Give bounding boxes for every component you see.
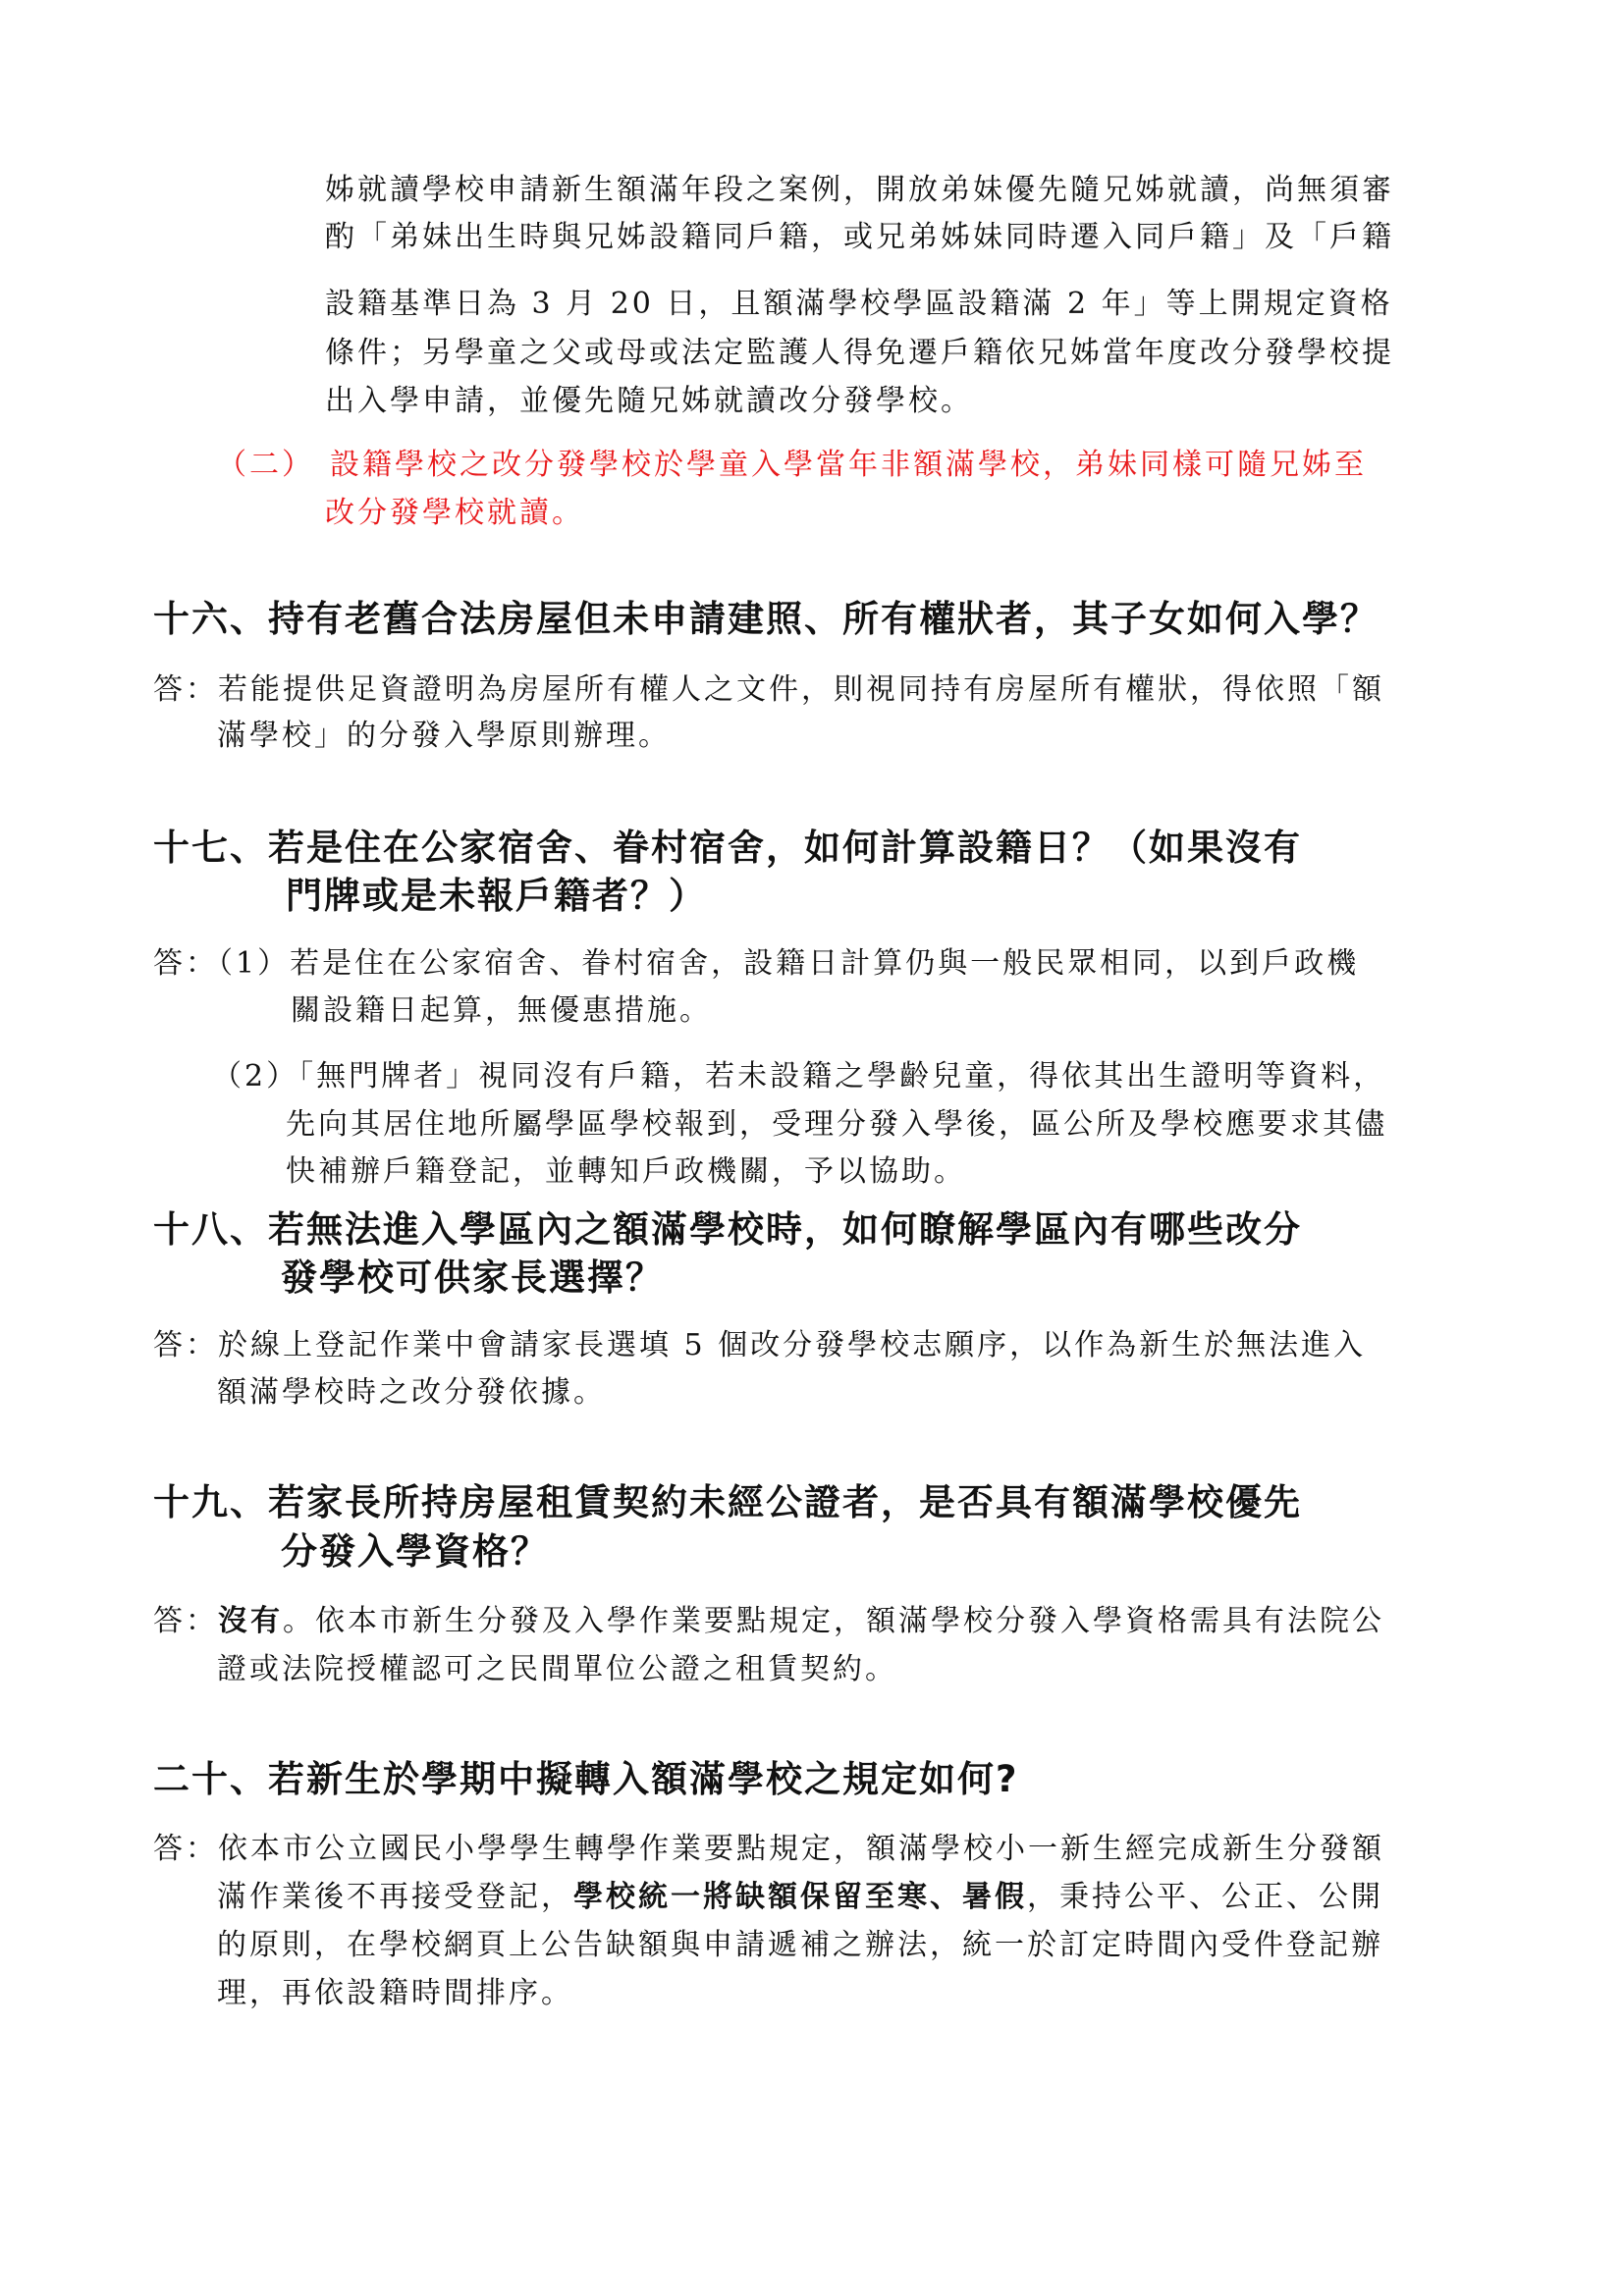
- answer-text: 。依本市新生分發及入學作業要點規定，額滿學校分發入學資格需具有法院公: [283, 1604, 1384, 1638]
- answer-line: 額滿學校時之改分發依據。: [217, 1375, 606, 1410]
- answer-line: 滿學校」的分發入學原則辦理。: [217, 719, 671, 753]
- answer-line: [217, 1872, 1383, 1915]
- intro-line: 酌「弟妹出生時與兄姊設籍同戶籍，或兄弟姊妹同時遷入同戶籍」及「戶籍: [325, 220, 1394, 254]
- answer-line: 理，再依設籍時間排序。: [217, 1976, 573, 2010]
- question-20-heading: 二十、若新生於學期中擬轉入額滿學校之規定如何?: [153, 1758, 1019, 1800]
- answer-line: （2）「無門牌者」視同沒有戶籍，若未設籍之學齡兒童，得依其出生證明等資料，: [212, 1059, 1386, 1094]
- answer-line: 的原則，在學校網頁上公告缺額與申請遞補之辦法，統一於訂定時間內受件登記辦: [217, 1928, 1383, 1962]
- answer-prefix: 答：: [153, 1604, 218, 1638]
- answer-line: 先向其居住地所屬學區學校報到，受理分發入學後，區公所及學校應要求其儘: [286, 1107, 1387, 1142]
- question-17-heading: 十七、若是住在公家宿舍、眷村宿舍，如何計算設籍日？（如果沒有: [153, 827, 1302, 869]
- intro-line: 設籍基準日為 3 月 20 日，且額滿學校學區設籍滿 2 年」等上開規定資格: [325, 287, 1393, 321]
- answer-line: 關設籍日起算，無優惠措施。: [291, 993, 712, 1028]
- answer-line: 答：若能提供足資證明為房屋所有權人之文件，則視同持有房屋所有權狀，得依照「額: [153, 672, 1384, 707]
- answer-line: 答：（1）若是住在公家宿舍、眷村宿舍，設籍日計算仍與一般民眾相同，以到戶政機: [153, 946, 1360, 981]
- item-2-marker: （二）: [217, 448, 314, 482]
- answer-line: 答：依本市公立國民小學學生轉學作業要點規定，額滿學校小一新生經完成新生分發額: [153, 1832, 1384, 1866]
- item-2-line: 設籍學校之改分發學校於學童入學當年非額滿學校，弟妹同樣可隨兄姊至: [330, 448, 1367, 482]
- intro-line: 出入學申請，並優先隨兄姊就讀改分發學校。: [325, 384, 973, 418]
- answer-line: 證或法院授權認可之民間單位公證之租賃契約。: [217, 1652, 897, 1686]
- intro-line: 條件；另學童之父或母或法定監護人得免遷戶籍依兄姊當年度改分發學校提: [325, 336, 1394, 370]
- answer-line: [153, 1596, 1384, 1639]
- question-16-heading: 十六、持有老舊合法房屋但未申請建照、所有權狀者，其子女如何入學？: [153, 598, 1379, 640]
- item-2-line: 改分發學校就讀。: [325, 496, 584, 530]
- answer-emphasis: 沒有: [218, 1604, 283, 1638]
- question-18-heading: 發學校可供家長選擇？: [281, 1256, 664, 1299]
- answer-line: 答：於線上登記作業中會請家長選填 5 個改分發學校志願序，以作為新生於無法進入: [153, 1328, 1367, 1362]
- answer-text: ，秉持公平、公正、公開: [1027, 1880, 1383, 1914]
- answer-text: 滿作業後不再接受登記，: [217, 1880, 573, 1914]
- answer-emphasis: 學校統一將缺額保留至寒、暑假: [573, 1880, 1027, 1914]
- intro-line: 姊就讀學校申請新生額滿年段之案例，開放弟妹優先隨兄姊就讀，尚無須審: [325, 173, 1394, 207]
- question-19-heading: 分發入學資格？: [281, 1530, 549, 1573]
- question-18-heading: 十八、若無法進入學區內之額滿學校時，如何瞭解學區內有哪些改分: [153, 1208, 1302, 1251]
- question-19-heading: 十九、若家長所持房屋租賃契約未經公證者，是否具有額滿學校優先: [153, 1481, 1302, 1523]
- question-17-heading: 門牌或是未報戶籍者？）: [286, 875, 707, 917]
- answer-line: 快補辦戶籍登記，並轉知戶政機關，予以協助。: [286, 1154, 966, 1189]
